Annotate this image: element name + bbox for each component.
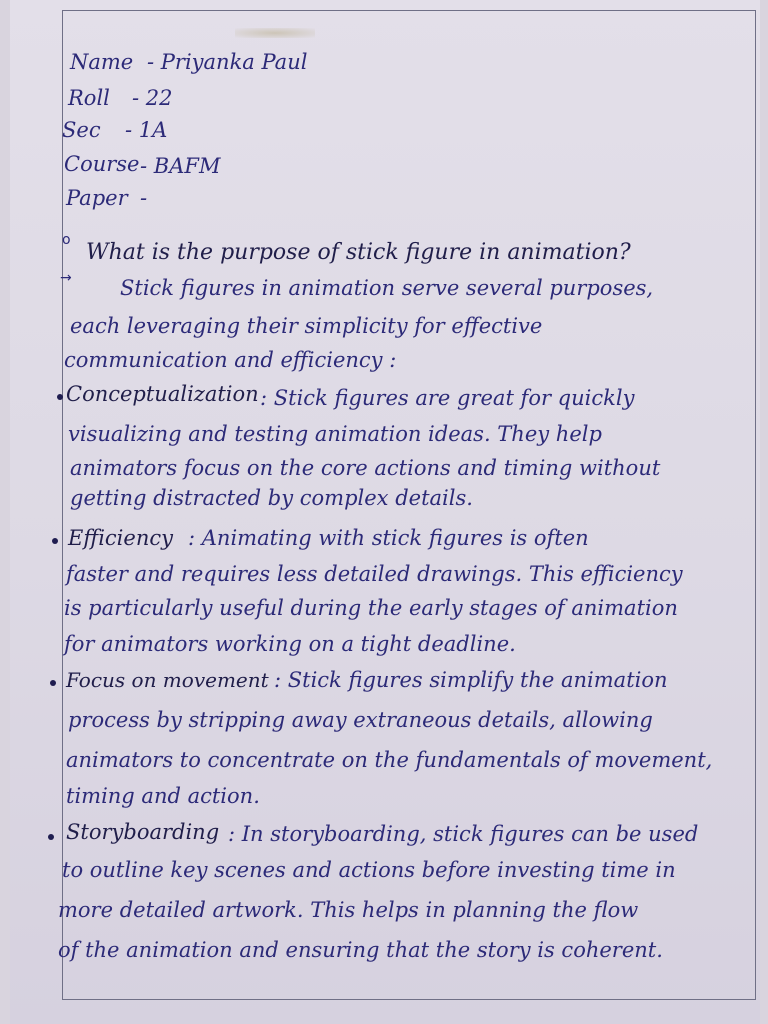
sec-label: Sec bbox=[62, 118, 101, 142]
point-line: : Stick figures simplify the animation bbox=[274, 668, 668, 692]
point-line: more detailed artwork. This helps in planning the flow bbox=[58, 898, 639, 922]
roll-value: - 22 bbox=[132, 86, 173, 110]
paper-label: Paper bbox=[66, 186, 128, 210]
point-line: to outline key scenes and actions before investing time in bbox=[62, 858, 676, 882]
question-marker: o bbox=[62, 232, 71, 248]
point-line: timing and action. bbox=[66, 784, 260, 808]
point-line: : Stick figures are great for quickly bbox=[260, 386, 635, 410]
course-value: - BAFM bbox=[140, 154, 221, 178]
point-line: process by stripping away extraneous details, allowing bbox=[68, 708, 653, 732]
name-value: - Priyanka Paul bbox=[147, 50, 308, 74]
point-line: visualizing and testing animation ideas. They help bbox=[68, 422, 602, 446]
arrow-icon: → bbox=[60, 270, 72, 286]
paper-value: - bbox=[140, 186, 148, 210]
course-label: Course bbox=[64, 152, 140, 176]
point-heading: Efficiency bbox=[68, 526, 173, 550]
point-line: animators focus on the core actions and timing without bbox=[70, 456, 661, 480]
point-line: : Animating with stick figures is often bbox=[188, 526, 589, 550]
bullet-dot bbox=[50, 680, 56, 686]
notebook-page bbox=[10, 0, 760, 1024]
point-line: faster and requires less detailed drawings. This efficiency bbox=[66, 562, 683, 586]
name-label: Name bbox=[70, 50, 134, 74]
point-line: animators to concentrate on the fundamentals of movement, bbox=[66, 748, 713, 772]
question-text: What is the purpose of stick figure in animation? bbox=[86, 240, 631, 265]
roll-label: Roll bbox=[68, 86, 110, 110]
bullet-dot bbox=[52, 538, 58, 544]
bullet-dot bbox=[57, 394, 63, 400]
bullet-dot bbox=[48, 834, 54, 840]
intro-line: Stick figures in animation serve several purposes, bbox=[120, 276, 654, 300]
point-line: getting distracted by complex details. bbox=[70, 486, 473, 510]
point-line: is particularly useful during the early stages of animation bbox=[64, 596, 678, 620]
intro-line: each leveraging their simplicity for effective bbox=[70, 314, 543, 338]
point-line: : In storyboarding, stick figures can be used bbox=[228, 822, 699, 846]
sec-value: - 1A bbox=[125, 118, 168, 142]
intro-line: communication and efficiency : bbox=[64, 348, 397, 372]
point-heading: Focus on movement bbox=[66, 668, 269, 692]
point-heading: Storyboarding bbox=[66, 820, 220, 844]
point-heading: Conceptualization bbox=[66, 382, 259, 406]
point-line: for animators working on a tight deadline. bbox=[64, 632, 516, 656]
point-line: of the animation and ensuring that the story is coherent. bbox=[58, 938, 663, 962]
